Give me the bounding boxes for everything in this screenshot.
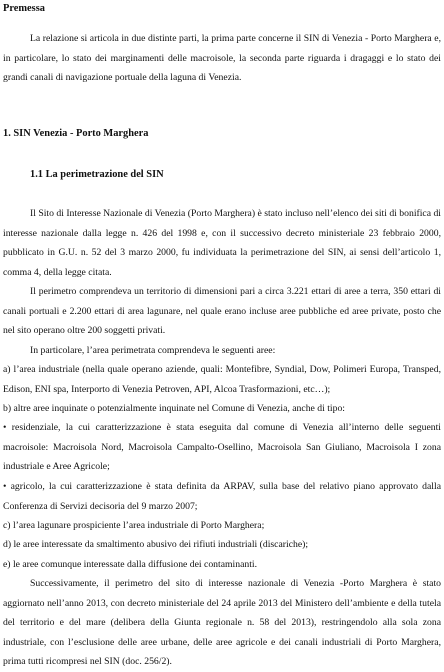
- premessa-paragraph: La relazione si articola in due distinte parti, la prima parte concerne il SIN di Venezia - Porto Marghera e, in particolare, lo stato dei marginamenti delle macroisole, la seconda parte riguarda i dragaggi e lo stato dei grandi canali di navigazione portuale della laguna di Venezia.: [3, 33, 441, 83]
- paragraph-successivamente: Successivamente, il perimetro del sito di interesse nazionale di Venezia -Porto Marghera è stato aggiornato nell’anno 2013, con decreto ministeriale del 24 aprile 2013 del Ministero dell’ambiente e della tutela del territorio e del mare (delibera della Giunta regionale n. 58 del 2013), restringendolo alla sola zona industriale, con l’esclusione delle aree urbane, delle aree agricole e dei canali industriali di Porto Marghera, prima tutti ricompresi nel SIN (doc. 256/2).: [3, 578, 441, 667]
- heading-premessa: Premessa: [3, 3, 45, 14]
- list-item-c: c) l’area lagunare prospiciente l’area industriale di Porto Marghera;: [3, 520, 265, 531]
- list-item-residenziale: • residenziale, la cui caratterizzazione è stata eseguita dal comune di Venezia all’interno delle seguenti macroisole: Macroisola Nord, Macroisola Campalto-Osellino, Macroisola San Giuliano, Macroisola I zona industriale e Aree Agricole;: [3, 422, 441, 472]
- list-item-d: d) le aree interessate da smaltimento abusivo dei rifiuti industriali (discariche);: [3, 539, 309, 550]
- list-item-agricolo: • agricolo, la cui caratterizzazione è stata definita da ARPAV, sulla base del relativo piano approvato dalla Conferenza di Servizi decisoria del 9 marzo 2007;: [3, 481, 441, 512]
- heading-section-1: 1. SIN Venezia - Porto Marghera: [3, 128, 149, 139]
- list-item-e: e) le aree comunque interessate dalla diffusione dei contaminanti.: [3, 559, 258, 570]
- paragraph-area-perimetrata: In particolare, l’area perimetrata comprendeva le seguenti aree:: [30, 345, 276, 356]
- list-item-b: b) altre aree inquinate o potenzialmente inquinate nel Comune di Venezia, anche di tipo:: [3, 403, 345, 414]
- paragraph-sito-interesse: Il Sito di Interesse Nazionale di Venezia (Porto Marghera) è stato incluso nell’elenco dei siti di bonifica di interesse nazionale dalla legge n. 426 del 1998 e, con il successivo decreto ministeriale 23 febbraio 2000, pubblicato in G.U. n. 52 del 3 marzo 2000, fu individuata la perimetrazione del SIN, ai sensi dell’articolo 1, comma 4, della legge citata.: [3, 208, 441, 278]
- heading-section-1-1: 1.1 La perimetrazione del SIN: [30, 169, 164, 180]
- paragraph-perimetro: Il perimetro comprendeva un territorio di dimensioni pari a circa 3.221 ettari di aree a terra, 350 ettari di canali portuali e 2.200 ettari di area lagunare, nel quale erano incluse aree pubbliche ed aree private, posto che nel sito operano oltre 200 soggetti privati.: [3, 286, 441, 336]
- list-item-a: a) l’area industriale (nella quale operano aziende, quali: Montefibre, Syndial, Dow, Polimeri Europa, Transped, Edison, ENI spa, Interporto di Venezia Petroven, API, Alcoa Trasformazioni, etc…);: [3, 364, 441, 395]
